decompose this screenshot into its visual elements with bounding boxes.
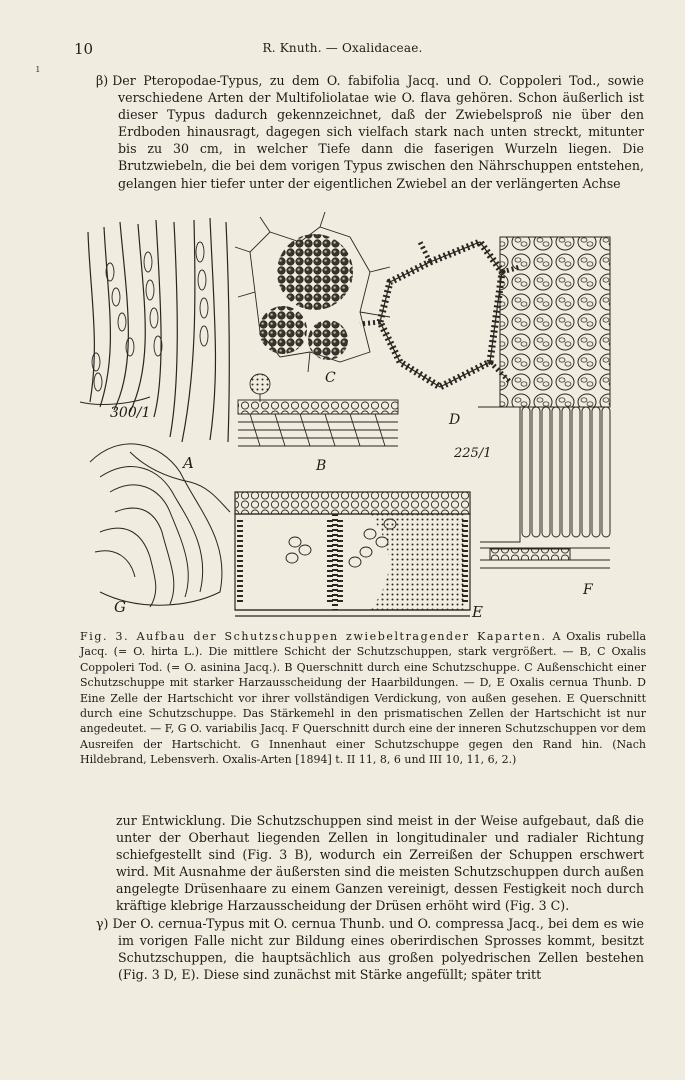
panel-a — [80, 218, 229, 442]
panel-g — [90, 444, 230, 607]
caption-body: A Oxalis rubella Jacq. (= O. hirta L.). Die mittlere Schicht der Schutzschuppen, stark vergrößert. — B, C Oxalis Coppoleri Tod. (= O. asinina Jacq.). B Querschnitt durch eine Schutzschuppe. C Außenschicht einer Schutzschuppe mit starker Harzausscheidung der Haarbildungen. — D, E Oxalis cernua Thunb. D Eine Zelle der Hartschicht vor ihrer vollständigen Verdickung, von außen gesehen. E Querschnitt durch eine Schutzschuppe. Das Stärkemehl in den prismatischen Zellen der Hartschicht ist nur angedeutet. — F, G O. variabilis Jacq. F Querschnitt durch eine der inneren Schutzschuppen vor dem Ausreifen der Hartschicht. G Innenhaut einer Schutzschuppe gegen den Rand hin. (Nach Hildebrand, Lebensverh. Oxalis-Arten [1894] t. II 11, 8, 6 und III 10, 11, 6, 2.) — [80, 630, 647, 767]
figure-caption — [80, 629, 646, 768]
paragraph-beta — [96, 72, 644, 192]
caption-title: Fig. 3. Aufbau der Schutzschuppen zwiebeltragender Kaparten. — [80, 630, 547, 643]
scale-225-label: 225/1 — [454, 446, 492, 461]
paragraph-gamma — [96, 915, 644, 983]
figure-drawing — [70, 212, 615, 624]
scale-300-label: 300/1 — [110, 405, 151, 421]
margin-mark: ı — [36, 62, 40, 75]
panel-d-label: D — [449, 412, 461, 428]
panel-b — [238, 374, 398, 446]
panel-f-label: F — [583, 582, 593, 598]
panel-a-label: A — [183, 454, 194, 472]
paragraph-gamma-text: Der O. cernua-Typus mit O. cernua Thunb. und O. compressa Jacq., bei dem es wie im vorigen Falle nicht zur Bildung eines oberirdischen Sprosses kommt, besitzt Schutzschuppen, die hauptsächlich aus großen polyedrischen Zellen bestehen (Fig. 3 D, E). Diese sind zunächst mit Stärke angefüllt; später tritt — [112, 916, 644, 983]
paragraph-gamma-label: γ) — [96, 916, 109, 931]
panel-g-label: G — [114, 598, 126, 616]
paragraph-beta-label: β) — [96, 73, 109, 88]
figure-3-illustration — [70, 212, 615, 624]
page-number: 10 — [74, 40, 94, 58]
paragraph-beta-text: Der Pteropodae-Typus, zu dem O. fabifolia Jacq. und O. Coppoleri Tod., sowie verschiedene Arten der Multifoliolatae wie O. flava gehören. Schon äußerlich ist dieser Typus dadurch gekennzeichnet, daß der Zwiebelsproß nie über den Erdboden hinausragt, dagegen sich vielfach stark nach unten streckt, mitunter bis zu 30 cm, in welcher Tiefe dann die faserigen Wurzeln liegen. Die Brutzwiebeln, die bei dem vorigen Typus zwischen den Nährschuppen entstehen, gelangen hier tiefer unter der eigentlichen Zwiebel an der verlängerten Achse — [112, 73, 644, 191]
panel-b-label: B — [316, 458, 327, 474]
panel-d — [360, 242, 520, 387]
panel-e — [235, 492, 470, 616]
paragraph-continuation-text: zur Entwicklung. Die Schutzschuppen sind meist in der Weise aufgebaut, daß die unter der Oberhaut liegenden Zellen in longitudinaler und radialer Richtung schiefgestellt sind (Fig. 3 B), wodurch ein Zerreißen der Schuppen erschwert wird. Mit Ausnahme der äußersten sind die meisten Schutzschuppen durch außen angelegte Drüsenhaare zu einem Ganzen vereinigt, dessen Festigkeit noch durch kräftige klebrige Harzausscheidung der Drüsen erhöht wird (Fig. 3 C). — [116, 813, 644, 914]
panel-c — [235, 212, 390, 372]
panel-c-label: C — [325, 370, 336, 386]
running-head: R. Knuth. — Oxalidaceae. — [262, 41, 423, 55]
paragraph-continuation — [116, 812, 644, 915]
panel-e-label: E — [472, 603, 483, 621]
